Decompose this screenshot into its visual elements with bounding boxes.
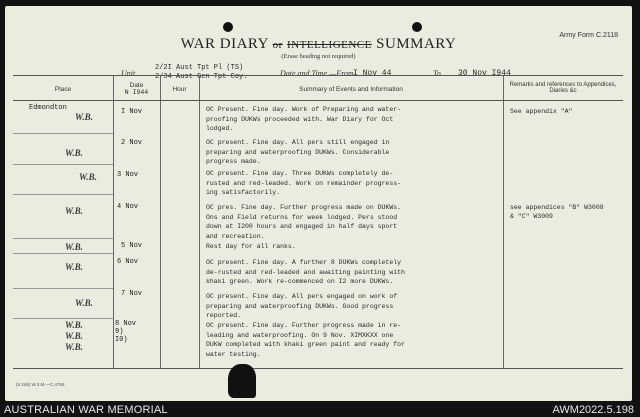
punch-hole	[412, 22, 422, 32]
page-title: WAR DIARY or INTELLIGENCE SUMMARY	[180, 36, 457, 52]
row-summary: OC pres. Fine day. Further progress made on DUKWs. Ons and Field returns for week lodged. Pers stood down at I200 hours and engaged in half days sport and recreation.	[206, 204, 402, 240]
datetime-label: Date and Time.—From	[280, 69, 354, 78]
row-summary: Rest day for all ranks.	[206, 243, 296, 250]
diary-table	[13, 75, 623, 369]
row-date: 6 Nov	[117, 258, 139, 266]
from-date: I Nov 44	[353, 69, 392, 78]
row-date: 3 Nov	[117, 171, 139, 179]
row-remark: see appendices "B" W3008 & "C" W3009	[510, 204, 604, 220]
army-form-number: Army Form C.2118	[559, 32, 618, 39]
signature-initials: W.B.	[65, 262, 83, 272]
row-date: 4 Nov	[117, 203, 139, 211]
row-summary: OC present. Fine day. Three DUKWs completely de- rusted and red-leaded. Work on remainder progress- ing satisfactorily.	[206, 170, 402, 197]
signature-initials: W.B.	[65, 206, 83, 216]
row-date: 8 Nov 9) I0)	[115, 320, 137, 344]
unit-label: Unit	[121, 69, 136, 78]
col-hour: Hour	[172, 86, 187, 93]
row-summary: OC present. Fine day. A further 8 DUKWs completely de-rusted and red-leaded and awaiting painting with khaki green. Work re-commenced on I2 more DUKWs.	[206, 259, 405, 286]
ink-stain	[228, 364, 256, 398]
signature-initials: W.B.	[79, 172, 97, 182]
row-date: I Nov	[121, 108, 143, 116]
to-date: 30 Nov I944	[458, 69, 511, 78]
signature-initials: W.B.	[75, 298, 93, 308]
row-summary: OC present. Fine day. Further progress made in re- leading and waterproofing. On 9 Nov. XIMXKXX one DUKW completed with khaki green paint and ready for water testing.	[206, 322, 405, 358]
row-summary: OC Present. Fine day. Work of Preparing and water- proofing DUKWs proceeded with. War Diary for Oct lodged.	[206, 106, 402, 133]
form-code: (5 245) W.3 M.—C.4784.	[16, 382, 66, 387]
archive-reference: AWM2022.5.198	[552, 404, 634, 416]
row-date: 2 Nov	[121, 139, 143, 147]
row-remark: See appendix "A"	[510, 108, 573, 115]
signature-initials: W.B.	[65, 242, 83, 252]
signature-initials: W.B. W.B. W.B.	[65, 320, 83, 352]
col-date: Date N I944	[124, 82, 149, 96]
signature-initials: W.B.	[65, 148, 83, 158]
archive-caption: AUSTRALIAN WAR MEMORIAL	[4, 404, 168, 416]
unit-value: 2/2I Aust Tpt Pl (TS) 2/34 Aust Gen Tpt Coy.	[155, 64, 248, 81]
punch-hole	[223, 22, 233, 32]
row-summary: OC present. Fine day. All pers still engaged in preparing and waterproofing DUKWs. Considerable progress made.	[206, 139, 390, 166]
row-place: Edmondton	[29, 104, 67, 112]
col-summary: Summary of Events and Information	[299, 86, 403, 93]
row-summary: OC present. Fine day. All pers engaged on work of preparing and waterproofing DUKWs. Good progress reported.	[206, 293, 398, 320]
row-date: 7 Nov	[121, 290, 143, 298]
heading-note: (Erase heading not required)	[281, 53, 356, 60]
row-date: 5 Nov	[121, 242, 143, 250]
to-label: To	[433, 69, 441, 78]
col-remarks: Remarks and references to Appendices, Diaries &c	[509, 82, 617, 94]
col-place: Place	[54, 86, 72, 93]
signature-initials: W.B.	[75, 112, 93, 122]
